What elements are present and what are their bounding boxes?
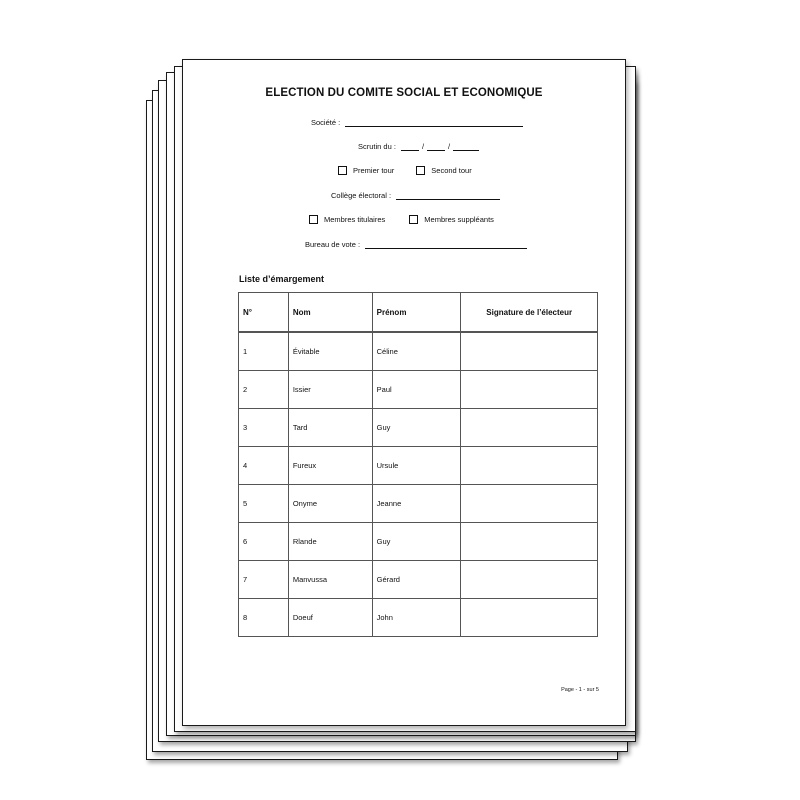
row-prenom: Paul [372,371,461,409]
table-row [239,409,598,447]
premier-tour-option[interactable] [338,166,394,175]
row-number: 1 [239,332,289,371]
second-tour-checkbox[interactable] [416,166,425,175]
emargement-table [238,292,598,637]
scrutin-field [358,142,482,151]
row-number: 3 [239,409,289,447]
row-nom: Issier [288,371,372,409]
date-day-line[interactable] [401,142,419,151]
row-number: 6 [239,523,289,561]
societe-input-line[interactable] [345,118,523,127]
premier-tour-label: Premier tour [353,166,395,175]
societe-label: Société : [311,118,341,127]
row-number: 7 [239,561,289,599]
row-prenom: Guy [372,409,461,447]
row-number: 4 [239,447,289,485]
titulaires-checkbox[interactable] [309,215,318,224]
bureau-input-line[interactable] [365,240,527,249]
row-prenom: Jeanne [372,485,461,523]
column-header-prenom: Prénom [372,293,461,333]
scrutin-label: Scrutin du : [358,142,396,151]
row-number: 5 [239,485,289,523]
row-prenom: Ursule [372,447,461,485]
page-footer: Page - 1 - sur 5 [561,687,599,693]
table-row [239,332,598,371]
row-nom: Rlande [288,523,372,561]
row-signature-cell[interactable] [461,447,598,485]
row-nom: Tard [288,409,372,447]
section-title: Liste d’émargement [239,274,325,284]
table-row [239,447,598,485]
row-prenom: Gérard [372,561,461,599]
column-header-nom: Nom [288,293,372,333]
row-nom: Évitable [288,332,372,371]
row-signature-cell[interactable] [461,371,598,409]
date-year-line[interactable] [453,142,479,151]
premier-tour-checkbox[interactable] [338,166,347,175]
row-number: 8 [239,599,289,637]
tour-options [338,166,472,175]
column-header-signature: Signature de l’électeur [461,293,598,333]
table-row [239,523,598,561]
second-tour-label: Second tour [431,166,472,175]
date-separator: / [421,142,425,151]
college-field [331,191,500,200]
row-signature-cell[interactable] [461,523,598,561]
titulaires-label: Membres titulaires [324,215,386,224]
societe-field [311,118,523,127]
table-row [239,371,598,409]
suppleants-option[interactable] [409,215,494,224]
bureau-field [305,240,527,249]
titulaires-option[interactable] [309,215,385,224]
row-prenom: John [372,599,461,637]
row-signature-cell[interactable] [461,599,598,637]
suppleants-checkbox[interactable] [409,215,418,224]
column-header-number: N° [239,293,289,333]
bureau-label: Bureau de vote : [305,240,361,249]
table-row [239,561,598,599]
row-prenom: Céline [372,332,461,371]
date-separator: / [448,142,451,151]
date-month-line[interactable] [427,142,445,151]
college-input-line[interactable] [396,191,500,200]
row-nom: Doeuf [288,599,372,637]
second-tour-option[interactable] [416,166,471,175]
document-title: ELECTION DU COMITE SOCIAL ET ECONOMIQUE [265,87,543,99]
college-label: Collège électoral : [331,191,392,200]
table-row [239,485,598,523]
suppleants-label: Membres suppléants [424,215,494,224]
row-signature-cell[interactable] [461,409,598,447]
row-signature-cell[interactable] [461,561,598,599]
table-row [239,599,598,637]
row-signature-cell[interactable] [461,485,598,523]
document-page [182,59,626,726]
row-signature-cell[interactable] [461,332,598,371]
row-nom: Onyme [288,485,372,523]
table-header-row [239,293,598,333]
row-nom: Manvussa [288,561,372,599]
row-number: 2 [239,371,289,409]
membres-options [309,215,494,224]
row-prenom: Guy [372,523,461,561]
row-nom: Fureux [288,447,372,485]
